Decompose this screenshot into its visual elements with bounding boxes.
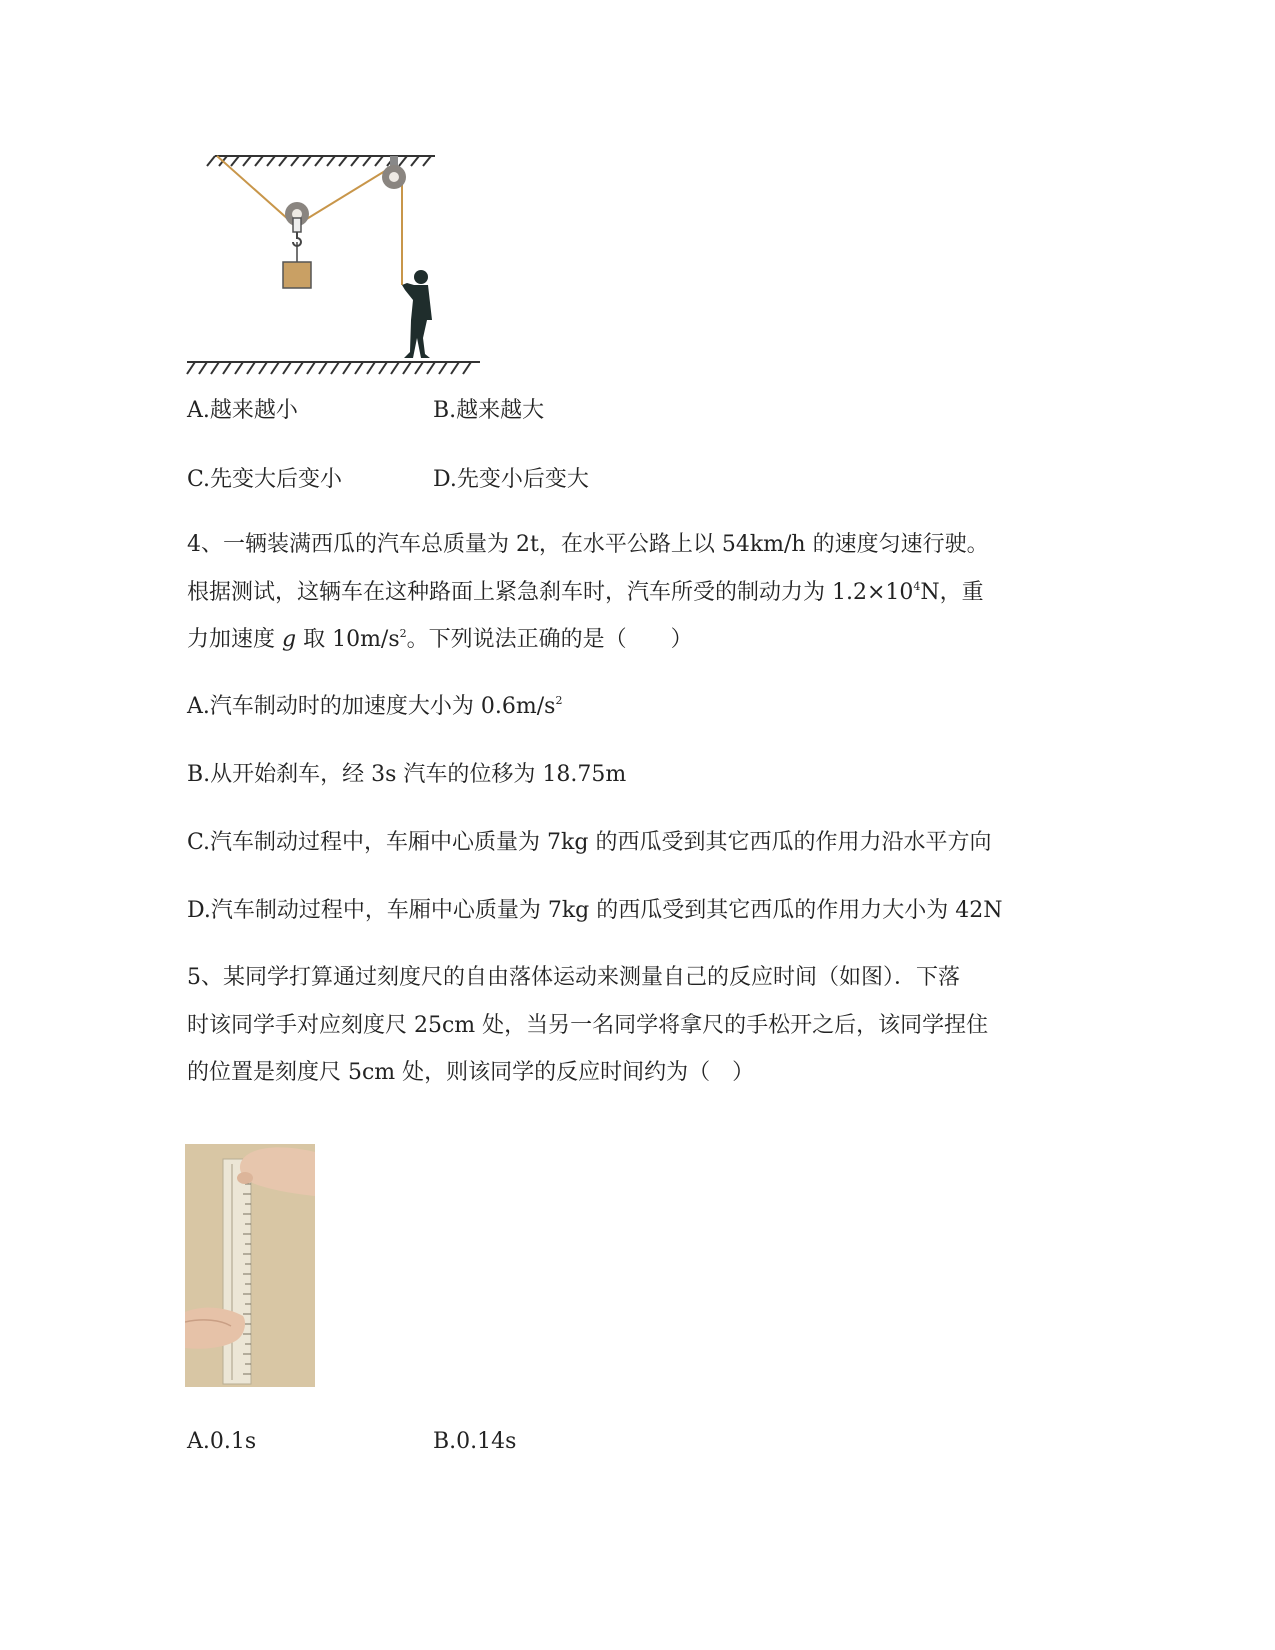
q4-line2-text: 根据测试，这辆车在这种路面上紧急刹车时，汽车所受的制动力为 1.2×10 (187, 580, 914, 605)
q4-option-a (187, 692, 562, 722)
q5-stem-line2: 时该同学手对应刻度尺 25cm 处，当另一名同学将拿尺的手松开之后，该同学捏住 (187, 1013, 989, 1038)
q4-option-a-exponent: 2 (555, 694, 563, 707)
q4-line3-tail: 。下列说法正确的是（ ） (406, 627, 693, 652)
q3-option-d: D.先变小后变大 (433, 467, 589, 492)
ruler-photo (185, 1144, 315, 1387)
q4-option-a-text: A.汽车制动时的加速度大小为 0.6m/s (187, 694, 556, 719)
q4-line2-tail: N，重 (920, 580, 984, 605)
pulley-figure (185, 140, 485, 380)
q4-line2-exponent: 4 (913, 580, 921, 593)
q5-option-a: A.0.1s (187, 1429, 257, 1454)
q5-stem-line1: 5、某同学打算通过刻度尺的自由落体运动来测量自己的反应时间（如图）．下落 (187, 965, 960, 990)
q4-line3-text: 力加速度 (187, 627, 282, 652)
q4-option-b: B.从开始刹车，经 3s 汽车的位移为 18.75m (187, 762, 627, 787)
q3-option-b: B.越来越大 (433, 398, 545, 423)
q4-option-d: D.汽车制动过程中，车厢中心质量为 7kg 的西瓜受到其它西瓜的作用力大小为 42N (187, 898, 1003, 923)
q4-option-c: C.汽车制动过程中，车厢中心质量为 7kg 的西瓜受到其它西瓜的作用力沿水平方向 (187, 830, 992, 855)
q3-option-c: C.先变大后变小 (187, 467, 343, 492)
q5-stem-line3: 的位置是刻度尺 5cm 处，则该同学的反应时间约为（ ） (187, 1060, 755, 1085)
q5-option-b: B.0.14s (433, 1429, 517, 1454)
q3-option-a: A.越来越小 (187, 398, 298, 423)
q4-line3-var: g (282, 627, 297, 652)
q4-stem-line1: 4、一辆装满西瓜的汽车总质量为 2t，在水平公路上以 54km/h 的速度匀速行驶。 (187, 532, 989, 557)
q4-line3-mid: 取 10m/s (296, 627, 400, 652)
q4-stem-line3 (187, 625, 693, 655)
q4-line3-exponent: 2 (399, 627, 407, 640)
q4-stem-line2 (187, 578, 984, 608)
